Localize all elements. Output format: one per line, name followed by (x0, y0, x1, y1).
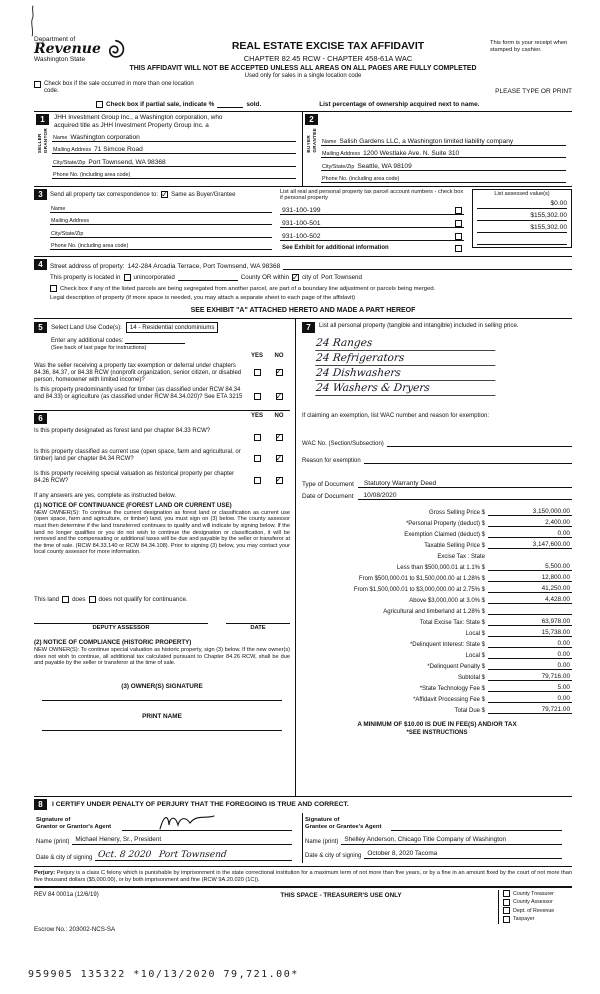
perjury-statement (34, 870, 572, 883)
grantee-signature-block (303, 813, 572, 863)
fee-value-field[interactable] (488, 552, 572, 560)
fee-row (302, 574, 572, 582)
fee-label: From $500,000.01 to $1,500,000.00 at 1.28% $ (358, 576, 485, 583)
continuance-title: (1) NOTICE OF CONTINUANCE (FOREST LAND OR CURRENT USE) (34, 501, 232, 509)
deputy-assessor-date-line[interactable]: DATE (226, 623, 290, 631)
fee-value-field[interactable]: 0.00 (488, 530, 572, 538)
middle-columns (34, 319, 572, 797)
copy-row (503, 907, 572, 914)
question-text: Is this property predominantly used for timber (as classified under RCW 84.34 and 84.33) or agriculture (as classified under RCW 84.34.020)? See ETA 3215 (34, 387, 243, 401)
date-of-document-value[interactable]: 10/08/2020 (358, 492, 572, 500)
question-text: Is this property classified as current use (open space, farm and agricultural, or timber) land per chapter 84.34 RCW? (34, 449, 241, 463)
legal-description-value: SEE EXHIBIT "A" ATTACHED HERETO AND MADE A PART HEREOF (190, 307, 416, 315)
fee-label: Exemption Claimed (deduct) $ (404, 532, 485, 539)
grantor-date-handwriting: Oct. 8 2020 (97, 850, 153, 861)
fee-label: Agricultural and timberland at 1.28% $ (383, 609, 485, 616)
owners-signature-label: (3) OWNER(S) SIGNATURE (121, 682, 203, 690)
fee-value-field[interactable] (488, 607, 572, 615)
copy-checkbox[interactable] (503, 916, 510, 923)
assessed-value[interactable]: $155,302.00 (477, 222, 567, 233)
seller-phone-field[interactable]: Phone No. (including area code) (52, 169, 296, 179)
assessed-values-header: List assessed value(s) (494, 191, 550, 197)
seller-city-field[interactable]: City/State/Zip Port Townsend, WA 98368 (52, 157, 296, 167)
section-7-number: 7 (302, 322, 315, 333)
segregated-checkbox[interactable] (50, 285, 57, 292)
grantee-date-value[interactable]: October 8, 2020 Tacoma (364, 850, 562, 859)
parties-section (34, 111, 572, 187)
exemption-reason-field[interactable] (364, 456, 572, 464)
fee-row (302, 618, 572, 626)
fee-value-field[interactable]: 4,428.00 (488, 596, 572, 604)
fee-label: Taxable Selling Price $ (424, 543, 485, 550)
assessed-value-empty[interactable] (477, 234, 567, 245)
exemption-reason-label: Reason for exemption (302, 458, 361, 465)
print-name-label: PRINT NAME (142, 712, 182, 720)
fee-row (302, 563, 572, 571)
legal-description-label: Legal description of property (if more space is needed, you may attach a separate sheet to each page of the affidavit) (50, 295, 356, 302)
does-checkbox[interactable] (62, 596, 69, 603)
dor-logo (34, 36, 166, 63)
fee-label: Excise Tax : State (437, 554, 485, 561)
fee-value-field[interactable]: 12,800.00 (488, 574, 572, 582)
no-checkbox[interactable] (276, 369, 283, 376)
section-4-number: 4 (34, 259, 47, 270)
exemption-note: If claiming an exemption, list WAC number and reason for exemption: (302, 412, 490, 420)
partial-sale-percent-field[interactable] (217, 100, 243, 108)
fee-row (302, 640, 572, 648)
additional-codes-label: Enter any additional codes: (51, 338, 124, 345)
fee-value-field[interactable]: 0.00 (488, 662, 572, 670)
partial-sale-checkbox[interactable] (96, 101, 103, 108)
fee-row (302, 651, 572, 659)
ownership-note: List percentage of ownership acquired next to name. (319, 101, 480, 108)
fee-label: Local $ (465, 653, 485, 660)
copy-label: Dept. of Revenue (513, 907, 555, 914)
no-column-header: NO (274, 353, 284, 360)
personal-property-label: List all personal property (tangible and intangible) included in selling price. (319, 322, 519, 330)
certification-section (34, 797, 572, 867)
acceptance-warning: THIS AFFIDAVIT WILL NOT BE ACCEPTED UNLESS ALL AREAS ON ALL PAGES ARE FULLY COMPLETED (129, 65, 477, 72)
no-checkbox[interactable] (276, 455, 283, 462)
fee-row (302, 684, 572, 692)
buyer-section (303, 112, 572, 186)
fee-label: *Affidavit Processing Fee $ (413, 697, 485, 704)
correspondence-phone-field[interactable]: Phone No. (including area code) (50, 240, 272, 250)
fee-label: *State Technology Fee $ (419, 686, 485, 693)
located-in-label: This property is located in (50, 274, 121, 282)
copy-label: Taxpayer (513, 916, 535, 923)
city-checkbox[interactable] (292, 274, 299, 281)
grantor-side-text: GRANTOR (42, 128, 48, 154)
no-column-header: NO (274, 413, 284, 420)
copy-checkbox[interactable] (503, 907, 510, 914)
question-row (34, 428, 290, 446)
fee-value-field[interactable]: 3,147,600.00 (488, 541, 572, 549)
print-name-line[interactable] (42, 720, 282, 731)
type-of-document-value[interactable]: Statutory Warranty Deed (358, 480, 572, 488)
yes-checkbox[interactable] (254, 369, 261, 376)
grantee-sig-label-2: Grantee or Grantee's Agent (305, 824, 382, 831)
copy-distribution-list (498, 890, 572, 924)
fee-value-field[interactable]: 5.00 (488, 684, 572, 692)
logo-state-text: Washington State (34, 56, 86, 63)
county-or-label: County OR within (240, 274, 289, 282)
multi-location-checkbox[interactable] (34, 81, 41, 88)
compliance-text: NEW OWNER(S): To continue special valuation as historic property, sign (3) below. If the new owner(s) does not wish to continue, all additional tax calculated pursuant to Chapter 84.26 RCW, shall be due and payable by the seller or transferor at the time of sale. (34, 646, 290, 667)
fee-row (302, 596, 572, 604)
grantee-name-value[interactable]: Shelley Anderson, Chicago Title Company of Washington (341, 836, 562, 845)
yes-checkbox[interactable] (254, 477, 261, 484)
cashier-receipt-stamp: 959905 135322 *10/13/2020 79,721.00* (28, 969, 299, 980)
perjury-label: Perjury: (34, 870, 56, 877)
parcel-row (280, 204, 464, 215)
does-not-checkbox[interactable] (89, 596, 96, 603)
partial-sale-suffix: sold. (246, 101, 262, 108)
fee-label: Total Due $ (454, 708, 485, 715)
question-text: Is this property designated as forest land per chapter 84.33 RCW? (34, 427, 211, 434)
deputy-assessor-signature-line[interactable]: DEPUTY ASSESSOR (34, 623, 208, 631)
grantor-signature-line[interactable] (122, 813, 292, 831)
grantor-sig-label-2: Grantor or Grantor's Agent (36, 824, 112, 831)
fee-label: Less than $500,000.01 at 1.1% $ (396, 565, 485, 572)
tax-correspondence-section (34, 187, 572, 257)
treasurer-use-note: THIS SPACE - TREASURER'S USE ONLY (280, 892, 402, 900)
fee-row (302, 629, 572, 637)
city-of-label: city of (301, 274, 319, 282)
seller-name-field[interactable]: Name Washington corporation (52, 132, 296, 142)
fee-label: From $1,500,000.01 to $3,000,000.00 at 2.75% $ (353, 587, 485, 594)
fee-row (302, 607, 572, 615)
grantee-signature-line[interactable] (391, 813, 562, 831)
section-2-number: 2 (305, 114, 318, 125)
footer (34, 886, 572, 924)
partial-sale-label: Check box if partial sale, indicate % (106, 101, 215, 108)
fee-value-field[interactable]: 5,500.00 (488, 563, 572, 571)
copy-row (503, 916, 572, 923)
parcel-row (280, 230, 464, 241)
fee-label: *Personal Property (deduct) $ (405, 521, 485, 528)
yes-checkbox[interactable] (254, 455, 261, 462)
single-location-note: Used only for sales in a single location code (244, 73, 362, 79)
assessed-value[interactable]: $0.00 (477, 198, 567, 209)
unincorporated-label: unincorporated (133, 274, 175, 282)
fee-row (302, 541, 572, 549)
fee-row (302, 706, 572, 714)
date-of-document-label: Date of Document (302, 493, 354, 501)
handwritten-personal-property-item[interactable]: 24 Refrigerators (315, 352, 496, 366)
fee-label: Subtotal $ (457, 675, 485, 682)
question-row (34, 471, 290, 489)
assessed-values-box (472, 189, 572, 248)
please-type-note: PLEASE TYPE OR PRINT (495, 88, 572, 95)
land-use-label: Select Land Use Code(s): (51, 324, 122, 332)
street-address-label: Street address of property: (50, 262, 125, 270)
fee-row (302, 673, 572, 681)
fee-value-field[interactable]: 79,716.00 (488, 673, 572, 681)
compliance-title: (2) NOTICE OF COMPLIANCE (HISTORIC PROPERTY) (34, 638, 192, 646)
grantor-signature-block (34, 813, 303, 863)
exhibit-note: See Exhibit for additional information (282, 245, 389, 252)
form-chapter: CHAPTER 82.45 RCW - CHAPTER 458-61A WAC (243, 54, 413, 63)
fee-value-field[interactable]: 0.00 (488, 695, 572, 703)
fee-row (302, 508, 572, 516)
county-field[interactable] (178, 273, 238, 281)
copy-label: County Treasurer (513, 890, 554, 897)
header (34, 36, 572, 63)
section-3-number: 3 (34, 189, 47, 200)
escrow-number: Escrow No.: 203002-NCS-SA (34, 926, 116, 934)
section-8-number: 8 (34, 799, 47, 810)
fee-label: Above $3,000,000 at 3.0% $ (409, 598, 485, 605)
fee-row (302, 519, 572, 527)
receipt-note: This form is your receipt when stamped by cashier. (490, 40, 568, 53)
multi-location-label: Check box if the sale occurred in more than one location code. (44, 81, 194, 94)
qualify-row (34, 596, 290, 603)
logo-revenue-text: Revenue (34, 41, 101, 57)
buyer-city-field[interactable]: City/State/Zip Seattle, WA 98109 (321, 161, 566, 171)
copy-checkbox[interactable] (503, 890, 510, 897)
correspondence-name-field[interactable]: Name (50, 203, 272, 213)
see-instructions-note: *SEE INSTRUCTIONS (406, 730, 468, 737)
see-back-note: (See back of last page for instructions) (51, 345, 147, 352)
yes-checkbox[interactable] (254, 393, 261, 400)
form-title: REAL ESTATE EXCISE TAX AFFIDAVIT (231, 40, 425, 52)
perjury-text: Perjury is a class C felony which is punishable by imprisonment in the state correctional institution for a maximum term of not more than five years, or by a fine in an amount fixed by the court of not more than five thousand dollars ($5,000.00), or by both imprisonment and fine (RCW 9A.20.020 (1C)). (34, 870, 572, 883)
fee-value-field[interactable]: 3,150,000.00 (488, 508, 572, 516)
correspondence-mailing-field[interactable]: Mailing Address (50, 215, 272, 225)
fee-value-field[interactable]: 0.00 (488, 640, 572, 648)
fee-row (302, 585, 572, 593)
no-checkbox[interactable] (276, 477, 283, 484)
seller-section (34, 112, 303, 186)
rev-number: REV 84 0001a (12/6/19) (34, 892, 99, 899)
land-designation-section (34, 410, 290, 730)
personal-property-checkbox[interactable] (455, 233, 462, 240)
wac-number-label: WAC No. (Section/Subsection) (302, 441, 384, 448)
seller-acquisition-text: JHH Investment Group Inc., a Washington corporation, who acquired title as JHH Investment Property Group Inc. a (54, 114, 223, 129)
personal-property-checkbox[interactable] (455, 207, 462, 214)
grantor-signature (152, 812, 222, 832)
unincorporated-checkbox[interactable] (124, 274, 131, 281)
logo-dept-text: Department of (34, 36, 76, 43)
question-text: Was the seller receiving a property tax exemption or deferral under chapters 84.36, 84.37, or 84.38 RCW (nonprofit organization, senior citizen, or disabled person, homeowner with limited income)? (34, 362, 242, 383)
scan-artifact-mark (28, 4, 38, 38)
grantor-date-label: Date & city of signing (36, 855, 93, 862)
copy-label: County Assessor (513, 899, 553, 906)
fee-row (302, 662, 572, 670)
grantee-side-text: GRANTEE (311, 128, 317, 153)
grantor-sig-label-1: Signature of (36, 817, 71, 824)
buyer-name-field[interactable]: Name Salish Gardens LLC, a Washington limited liability company (321, 136, 566, 146)
copy-checkbox[interactable] (503, 899, 510, 906)
parcel-row (280, 217, 464, 228)
grantee-name-label: Name (print) (305, 839, 339, 846)
personal-property-checkbox[interactable] (455, 220, 462, 227)
buyer-grantee-side-label (306, 128, 321, 153)
segregated-label: Check box if any of the listed parcels are being segregated from another parcel, are part of a boundary line adjustment or parcels being merged. (60, 285, 436, 292)
grantor-name-value[interactable]: Michael Henery, Sr., President (72, 836, 292, 845)
handwritten-personal-property-item[interactable]: 24 Dishwashers (315, 367, 496, 381)
fee-value-field[interactable]: 2,400.00 (488, 519, 572, 527)
does-label: does (72, 595, 86, 603)
correspondence-city-field[interactable]: City/State/Zip (50, 228, 272, 238)
section-5-number: 5 (34, 322, 47, 333)
buyer-side-text: BUYER (306, 134, 311, 153)
copy-row (503, 899, 572, 906)
land-use-code-select[interactable]: 14 - Residential condominiums (126, 322, 219, 333)
seller-mailing-field[interactable]: Mailing Address 71 Simcoe Road (52, 144, 296, 154)
land-use-section (34, 322, 290, 405)
fee-value-field[interactable]: 0.00 (488, 651, 572, 659)
parcel-number: 931-100-199 (282, 206, 321, 214)
additional-codes-field[interactable] (125, 336, 185, 344)
fee-label: Total Excise Tax: State $ (419, 620, 485, 627)
send-correspondence-label: Send all property tax correspondence to: (50, 191, 159, 198)
personal-property-tax-section (296, 319, 572, 796)
fee-value-field[interactable]: 15,738.00 (488, 629, 572, 637)
no-checkbox[interactable] (276, 434, 283, 441)
does-not-label: does not qualify for continuance. (98, 595, 188, 603)
assessed-value[interactable]: $155,302.00 (477, 210, 567, 221)
continuance-text: NEW OWNER(S): To continue the current designation as forest land or classification as current use (open space, farm and agriculture, or timber) land, you must sign on (3) below. The county assessor must then determine if the land transferred continues to qualify and will indicate by signing below. If the land no longer qualifies or you do not wish to continue the designation or classification, it will be removed and the compensating or additional taxes will be due and payable by the seller or transferor at the time of sale. (RCW 84.33.140 or RCW 84.34.108). Prior to signing (3) below, you may contact your local county assessor for more information. (34, 509, 290, 556)
if-yes-note: If any answers are yes, complete as instructed below. (34, 492, 177, 499)
seller-side-text: SELLER (37, 133, 42, 154)
seller-grantor-side-label (37, 128, 52, 153)
section-6-number: 6 (34, 413, 47, 424)
city-name-value[interactable]: Port Townsend (321, 274, 362, 282)
exhibit-row (280, 245, 464, 252)
handwritten-personal-property-item[interactable]: 24 Ranges (315, 337, 496, 351)
fee-value-field[interactable]: 79,721.00 (488, 706, 572, 714)
wac-number-field[interactable] (387, 439, 572, 447)
question-text: Is this property receiving special valuation as historical property per chapter 84.26 RCW? (34, 470, 235, 484)
copy-row (503, 890, 572, 897)
grantor-name-label: Name (print) (36, 839, 70, 846)
buyer-mailing-field[interactable]: Mailing Address 1200 Westlake Ave. N. Suite 310 (321, 148, 566, 158)
exhibit-checkbox[interactable] (455, 245, 462, 252)
yes-column-header: YES (250, 413, 263, 420)
same-as-buyer-checkbox[interactable] (161, 191, 168, 198)
question-row (34, 449, 290, 467)
fee-row (302, 695, 572, 703)
grantor-city-handwriting: Port Townsend (158, 850, 227, 861)
street-address-value[interactable]: 142-284 Arcadia Terrace, Port Townsend, WA 98368 (127, 262, 281, 270)
type-of-document-label: Type of Document (302, 481, 354, 489)
parcel-list-header: List all real and personal property tax parcel account numbers - check box if personal property (280, 189, 464, 202)
question-row (34, 363, 290, 384)
grantor-date-value[interactable] (95, 850, 292, 861)
grantee-date-label: Date & city of signing (305, 853, 362, 860)
fee-value-field[interactable]: 63,978.00 (488, 618, 572, 626)
fee-label: Gross Selling Price $ (428, 510, 485, 517)
dor-swirl-icon (104, 38, 126, 60)
grantee-sig-label-1: Signature of (305, 817, 340, 824)
excise-tax-table (302, 508, 572, 717)
fee-row (302, 552, 572, 560)
section-1-number: 1 (36, 114, 49, 125)
fee-row (302, 530, 572, 538)
same-as-buyer-label: Same as Buyer/Grantee (171, 191, 236, 198)
fee-label: *Delinquent Penalty $ (427, 664, 485, 671)
fee-label: Local $ (465, 631, 485, 638)
handwritten-personal-property-item[interactable]: 24 Washers & Dryers (315, 382, 496, 396)
parcel-number: 931-100-501 (282, 219, 321, 227)
question-row (34, 387, 290, 405)
fee-value-field[interactable]: 41,250.00 (488, 585, 572, 593)
certify-text: I CERTIFY UNDER PENALTY OF PERJURY THAT THE FOREGOING IS TRUE AND CORRECT. (52, 801, 349, 809)
yes-checkbox[interactable] (254, 434, 261, 441)
yes-column-header: YES (250, 353, 263, 360)
buyer-phone-field[interactable]: Phone No. (including area code) (321, 173, 566, 183)
no-checkbox[interactable] (276, 393, 283, 400)
minimum-due-note: A MINIMUM OF $10.00 IS DUE IN FEE(S) AND/OR TAX (357, 721, 517, 729)
owners-signature-line[interactable] (42, 690, 282, 701)
fee-label: *Delinquent Interest: State $ (409, 642, 485, 649)
parcel-number: 931-100-502 (282, 232, 321, 240)
property-location-section (34, 257, 572, 320)
this-land-label: This land (34, 595, 60, 603)
